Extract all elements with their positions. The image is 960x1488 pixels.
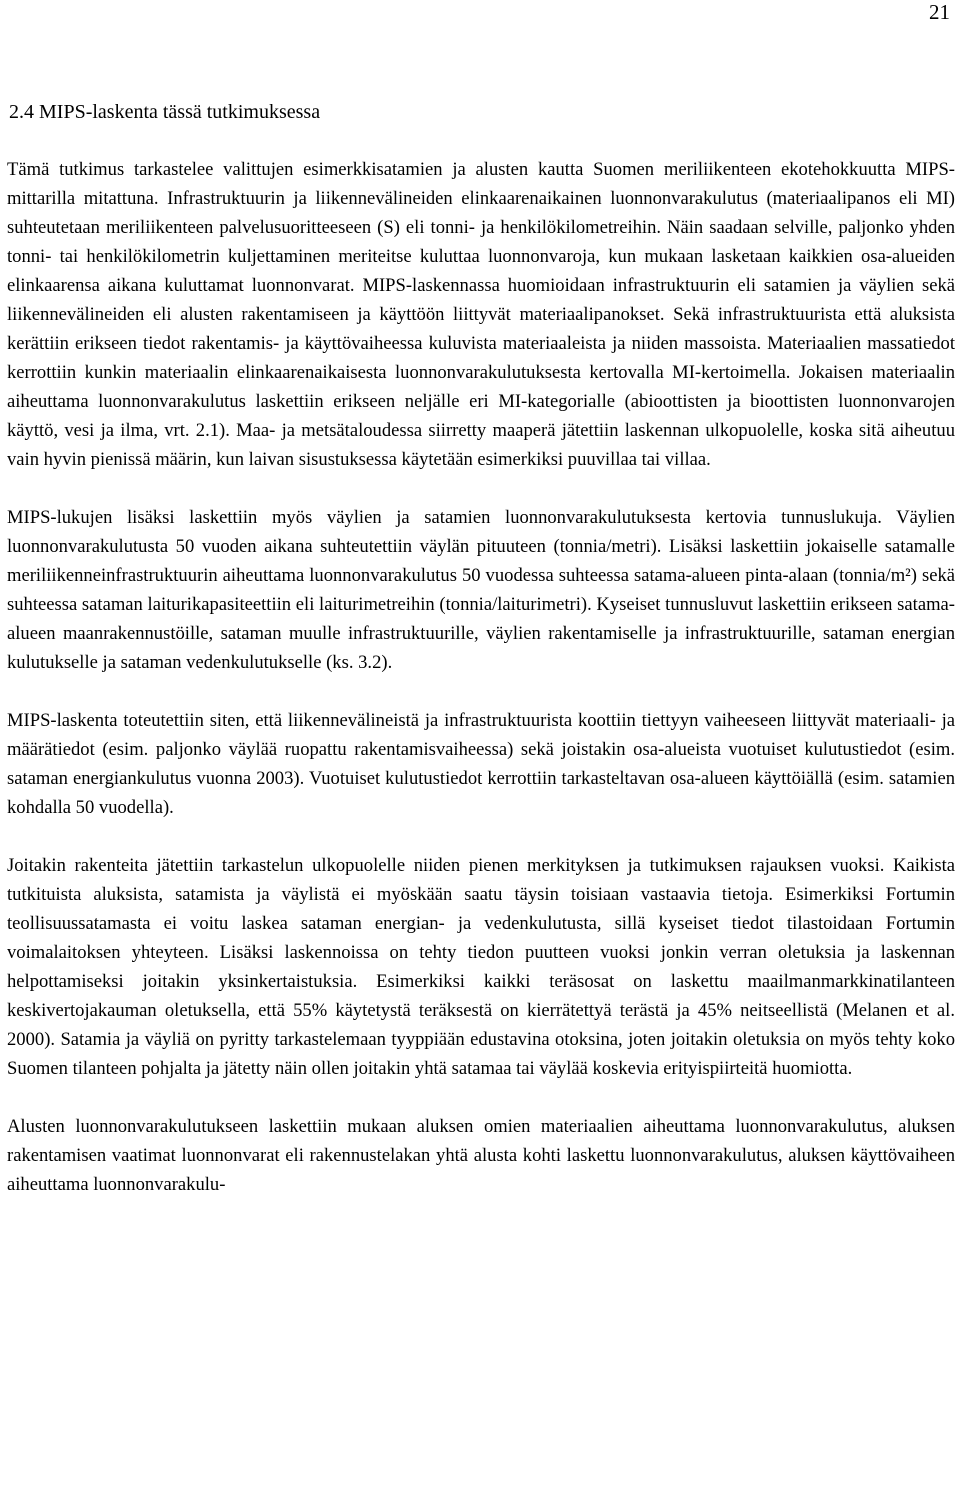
paragraph-3: MIPS-laskenta toteutettiin siten, että liikennevälineistä ja infrastruktuurista koottiin tiettyyn vaiheeseen liittyvät materiaali- ja määrätiedot (esim. paljonko väylää ruopattu rakentamisvaiheessa) sekä joistakin osa-alueista vuotuiset kulutustiedot (esim. sataman energiankulutus vuonna 2003). Vuotuiset kulutustiedot kerrottiin tarkasteltavan osa-alueen käyttöiällä (esim. satamien kohdalla 50 vuodella). <box>7 710 955 818</box>
paragraph-2: MIPS-lukujen lisäksi laskettiin myös väylien ja satamien luonnonvarakulutuksesta kertovia tunnuslukuja. Väylien luonnonvarakulutusta 50 vuoden aikana suhteutettiin väylän pituuteen (tonnia/metri). Lisäksi laskettiin jokaiselle satamalle meriliikenneinfrastruktuurin aiheuttama luonnonvarakulutus 50 vuodessa suhteessa satama-alueen pinta-alaan (tonnia/m²) sekä suhteessa sataman laiturikapasiteettiin eli laiturimetreihin (tonnia/laiturimetri). Kyseiset tunnusluvut laskettiin erikseen satama-alueen maanrakennustöille, sataman muulle infrastruktuurille, väylien rakentamiselle ja infrastruktuurille, sataman energian kulutukselle ja sataman vedenkulutukselle (ks. 3.2). <box>7 507 955 673</box>
page-number: 21 <box>929 0 950 24</box>
paragraph-1: Tämä tutkimus tarkastelee valittujen esimerkkisatamien ja alusten kautta Suomen meriliikenteen ekotehokkuutta MIPS-mittarilla mitattuna. Infrastruktuurin ja liikennevälineiden elinkaarenaikainen luonnonvarakulutus (materiaalipanos eli MI) suhteutetaan meriliikenteen palvelusuoritteeseen (S) eli tonni- ja henkilökilometreihin. Näin saadaan selville, paljonko yhden tonni- tai henkilökilometrin kuljettaminen meriteitse kuluttaa luonnonvaroja, kun mukaan lasketaan kaikkien osa-alueiden elinkaarensa aikana kuluttamat luonnonvarat. MIPS-laskennassa huomioidaan infrastruktuurin eli satamien ja väylien sekä liikennevälineiden eli alusten rakentamiseen ja käyttöön liittyvät materiaalipanokset. Sekä infrastruktuurista että aluksista kerättiin erikseen tiedot rakentamis- ja käyttövaiheessa kuluvista materiaaleista ja niiden massoista. Materiaalien massatiedot kerrottiin kunkin materiaalin elinkaarenaikaisesta luonnonvarakulutuksesta kertovalla MI-kertoimella. Jokaisen materiaalin aiheuttama luonnonvarakulutus laskettiin erikseen neljälle eri MI-kategorialle (abioottisten ja bioottisten luonnonvarojen käyttö, vesi ja ilma, vrt. 2.1). Maa- ja metsätaloudessa siirretty maaperä jätettiin laskennan ulkopuolelle, koska sitä aiheutuu vain hyvin pienissä määrin, kun laivan sisustuksessa käytetään esimerkiksi puuvillaa tai villaa. <box>7 159 955 470</box>
paragraph-5: Alusten luonnonvarakulutukseen laskettiin mukaan aluksen omien materiaalien aiheuttama luonnonvarakulutus, aluksen rakentamisen vaatimat luonnonvarat eli rakennustelakan yhtä alusta kohti laskettu luonnonvarakulutus, aluksen käyttövaiheen aiheuttama luonnonvarakulu- <box>7 1116 955 1195</box>
section-body <box>7 155 955 1199</box>
section-heading: 2.4 MIPS-laskenta tässä tutkimuksessa <box>9 101 321 123</box>
paragraph-4: Joitakin rakenteita jätettiin tarkastelun ulkopuolelle niiden pienen merkityksen ja tutkimuksen rajauksen vuoksi. Kaikista tutkituista aluksista, satamista ja väylistä ei myöskään saatu täysin toisiaan vastaavia tietoja. Esimerkiksi Fortumin teollisuussatamasta ei voitu laskea sataman energian- ja vedenkulutusta, sillä kyseiset tiedot tilastoidaan Fortumin voimalaitoksen yhteyteen. Lisäksi laskennoissa on tehty tiedon puutteen vuoksi jonkin verran oletuksia ja laskennan helpottamiseksi joitakin yksinkertaistuksia. Esimerkiksi kaikki teräsosat on laskettu maailmanmarkkinatilanteen keskivertojakauman oletuksella, että 55% käytetystä teräksestä on kierrätettyä terästä ja 45% neitseellistä (Melanen et al. 2000). Satamia ja väyliä on pyritty tarkastelemaan tyyppiään edustavina otoksina, joten joitakin oletuksia on myös tehty koko Suomen tilanteen pohjalta ja jätetty näin ollen joitakin yhtä satamaa tai väylää koskevia erityispiirteitä huomiotta. <box>7 855 955 1079</box>
